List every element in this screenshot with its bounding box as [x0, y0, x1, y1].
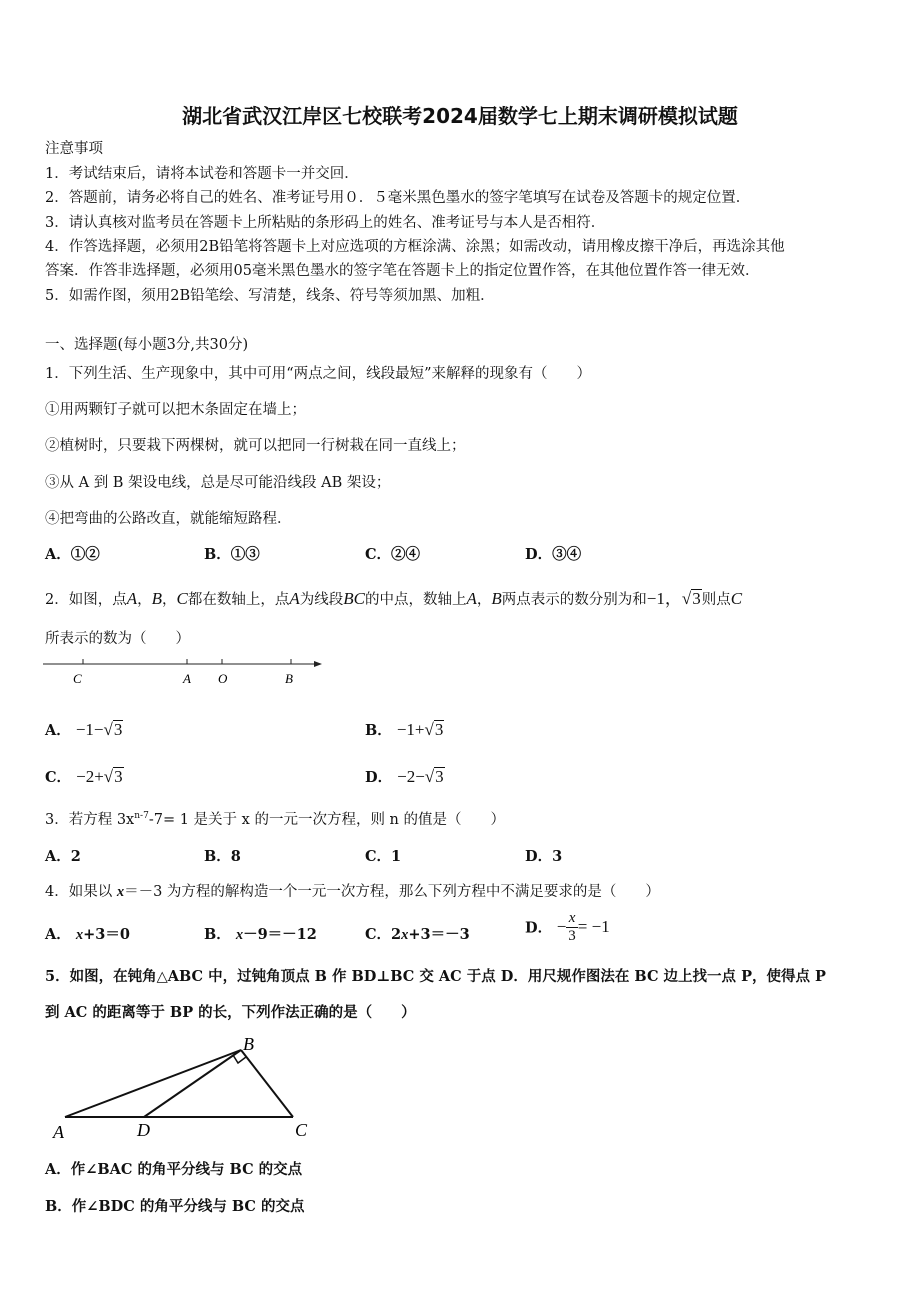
q1-item: ②植树时，只要栽下两棵树，就可以把同一行树栽在同一直线上； [45, 438, 466, 454]
notice-item: 1．考试结束后，请将本试卷和答题卡一并交回． [45, 166, 359, 182]
number-line-figure [40, 654, 330, 690]
q3-option-a: A．2 [45, 848, 81, 865]
vertex-b: B [243, 1034, 254, 1054]
notice-item: 5．如需作图，须用2B铅笔绘、写清楚，线条、符号等须加黑、加粗． [45, 288, 495, 304]
segment-bd [144, 1050, 241, 1117]
label-a: A [183, 671, 191, 686]
q1-option-b: B．①③ [204, 546, 260, 563]
segment-bc [241, 1050, 293, 1117]
notice-item: 答案．作答非选择题，必须用05毫米黑色墨水的签字笔在答题卡上的指定位置作答，在其他位置作答一律无效． [45, 263, 760, 279]
number-line-arrow [314, 661, 322, 667]
q4-option-b: B． x－9＝－12 [204, 926, 317, 943]
q2-option-d: D． −2−√3 [365, 767, 444, 786]
label-c: C [73, 671, 82, 686]
q3-option-b: B．8 [204, 848, 241, 865]
q2-option-c: C． −2+√3 [45, 767, 123, 786]
q4-stem: 4．如果以 x＝－3 为方程的解构造一个一元一次方程，那么下列方程中不满足要求的是（ ） [45, 884, 660, 900]
q2-option-b: B． −1+√3 [365, 720, 444, 739]
q3-option-c: C．1 [365, 848, 402, 865]
vertex-a: A [53, 1122, 64, 1142]
fraction-x-over-3: $\frac{x}{3}$ [568, 910, 576, 944]
q3-stem: 3．若方程 $3x^{n-7}-7= 1$ 是关于 x 的一元一次方程，则 n 的值是（ ） [45, 811, 505, 828]
label-o: O [218, 671, 228, 686]
notice-heading: 注意事项 [45, 141, 103, 157]
q5-option-a: A．作∠BAC 的角平分线与 BC 的交点 [45, 1161, 303, 1178]
triangle-figure [45, 1030, 325, 1145]
notice-item: 2．答题前，请务必将自己的姓名、准考证号用０．５毫米黑色墨水的签字笔填写在试卷及答题卡的规定位置． [45, 190, 751, 206]
q1-item: ④把弯曲的公路改直，就能缩短路程． [45, 511, 292, 527]
q1-item: ①用两颗钉子就可以把木条固定在墙上； [45, 402, 306, 418]
notice-item: 3．请认真核对监考员在答题卡上所粘贴的条形码上的姓名、准考证号与本人是否相符． [45, 215, 606, 231]
right-angle-mark [233, 1055, 246, 1063]
q1-option-c: C．②④ [365, 546, 421, 563]
q5-option-b: B．作∠BDC 的角平分线与 BC 的交点 [45, 1198, 305, 1215]
section-heading: 一、选择题(每小题3分,共30分) [45, 337, 249, 353]
label-b: B [285, 671, 293, 686]
vertex-c: C [295, 1120, 308, 1140]
q2-stem: 2．如图，点A，B，C都在数轴上，点A为线段BC的中点，数轴上A，B两点表示的数分别为和−1，√3则点C [45, 589, 743, 608]
q1-option-a: A．①② [45, 546, 100, 563]
page-title: 湖北省武汉江岸区七校联考2024届数学七上期末调研模拟试题 [182, 104, 738, 128]
q1-option-d: D．③④ [525, 546, 582, 563]
notice-item: 4．作答选择题，必须用2B铅笔将答题卡上对应选项的方框涂满、涂黑；如需改动，请用橡皮擦干净后，再选涂其他 [45, 239, 785, 255]
segment-ab [65, 1050, 241, 1117]
point-d: D [137, 1120, 150, 1140]
q2-option-a: A． −1−√3 [45, 720, 123, 739]
q1-stem: 1．下列生活、生产现象中，其中可用“两点之间，线段最短”来解释的现象有（ ） [45, 366, 592, 382]
q1-item: ③从 A 到 B 架设电线，总是尽可能沿线段 AB 架设； [45, 475, 391, 491]
q4-option-c: C．2x+3＝－3 [365, 926, 470, 943]
q3-option-d: D．3 [525, 848, 563, 865]
q5-stem-line2: 到 AC 的距离等于 BP 的长，下列作法正确的是（ ） [45, 1004, 416, 1021]
q4-option-d: D． − $\frac{x}{3}$ = −1 [525, 910, 610, 944]
q5-stem: 5．如图，在钝角△ABC 中，过钝角顶点 B 作 BD⊥BC 交 AC 于点 D．用尺规作图法在 BC 边上找一点 P，使得点 P [45, 968, 826, 985]
q4-option-a: A． x+3＝0 [45, 926, 130, 943]
q2-stem-line2: 所表示的数为（ ） [45, 631, 190, 647]
